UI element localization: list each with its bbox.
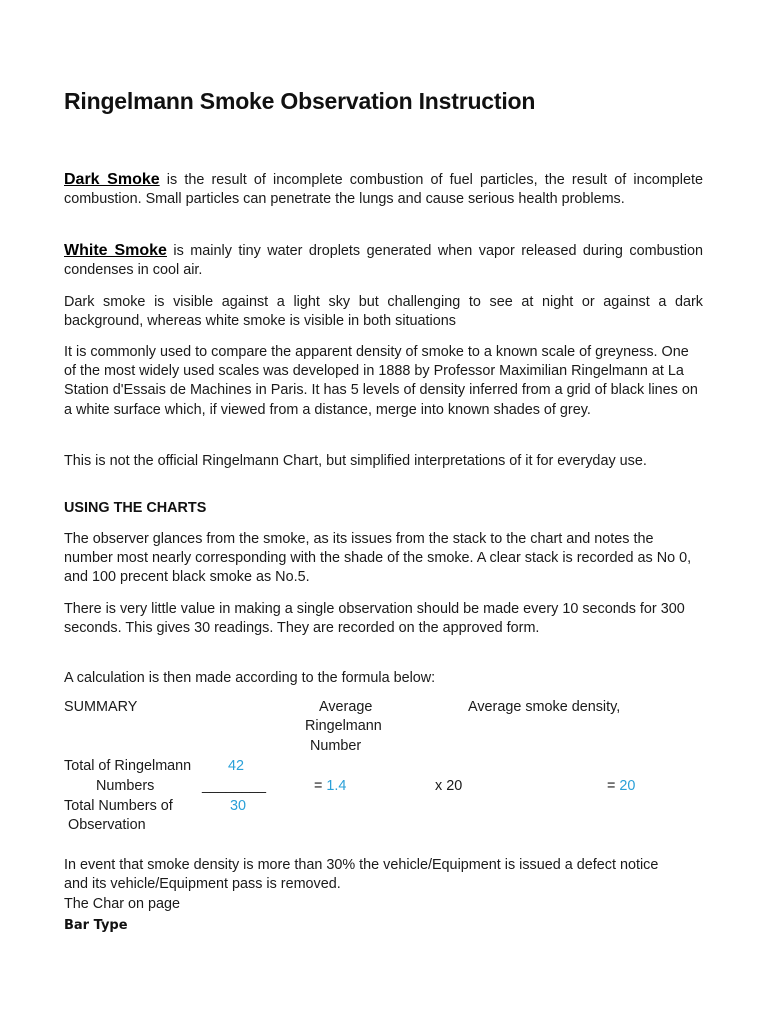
dark-smoke-term: Dark Smoke	[64, 171, 160, 188]
avg-smoke-density-label: Average smoke density,	[468, 699, 621, 715]
avg-ringelmann-line-1: Average	[319, 699, 373, 715]
avg-ringelmann-line-3: Number	[310, 738, 362, 754]
paragraph-visibility: Dark smoke is visible against a light sky but challenging to see at night or against a dark background, whereas white smoke is visible in both situations	[64, 294, 703, 330]
paragraph-not-official: This is not the official Ringelmann Chart, but simplified interpretations of it for everyday use.	[64, 453, 647, 469]
paragraph-dark-smoke	[64, 170, 703, 209]
white-smoke-text: is mainly tiny water droplets generated when vapor released during combustion condenses in cool air.	[64, 243, 703, 279]
paragraph-value: There is very little value in making a single observation should be made every 10 seconds for 300 seconds. This gives 30 readings. They are recorded on the approved form.	[64, 601, 685, 637]
paragraph-calculation: A calculation is then made according to the formula below:	[64, 670, 436, 686]
dark-smoke-text: is the result of incomplete combustion of fuel particles, the result of incomplete combustion. Small particles can penetrate the lungs and cause serious health problems.	[64, 172, 703, 208]
paragraph-scale: It is commonly used to compare the apparent density of smoke to a known scale of greyness. One of the most widely used scales was developed in 1888 by Professor Maximilian Ringelmann at La Station d'Essais de Machines in Paris. It has 5 levels of density inferred from a grid of black lines on a white surface which, if viewed from a distance, merge into known shades of grey.	[64, 344, 698, 418]
result-smoke-density: = 20	[607, 778, 636, 794]
total-ringelmann-line-2: Numbers	[96, 778, 155, 794]
paragraph-defect: In event that smoke density is more than 30% the vehicle/Equipment is issued a defect notice and its vehicle/Equipment pass is removed.	[64, 857, 659, 893]
total-observation-line-2: Observation	[68, 817, 146, 833]
result-average-ringelmann: = 1.4	[314, 778, 347, 794]
multiplier: x 20	[435, 778, 463, 794]
section-heading-using-charts: USING THE CHARTS	[64, 500, 207, 516]
bar-type-label: Bar Type	[64, 918, 128, 933]
fraction-line: ________	[202, 778, 267, 794]
white-smoke-term: White Smoke	[64, 242, 167, 259]
paragraph-white-smoke	[64, 241, 703, 280]
total-observation-line-1: Total Numbers of	[64, 798, 173, 814]
paragraph-char-on-page: The Char on page	[64, 896, 181, 912]
page-title: Ringelmann Smoke Observation Instruction	[64, 88, 536, 114]
avg-ringelmann-line-2: Ringelmann	[305, 718, 382, 734]
total-ringelmann-value: 42	[228, 758, 245, 774]
summary-label: SUMMARY	[64, 699, 138, 715]
paragraph-observer: The observer glances from the smoke, as its issues from the stack to the chart and notes the number most nearly corresponding with the shade of the smoke. A clear stack is recorded as No 0, and 100 precent black smoke as No.5.	[64, 531, 692, 586]
total-ringelmann-line-1: Total of Ringelmann	[64, 758, 192, 774]
total-observation-value: 30	[230, 798, 247, 814]
